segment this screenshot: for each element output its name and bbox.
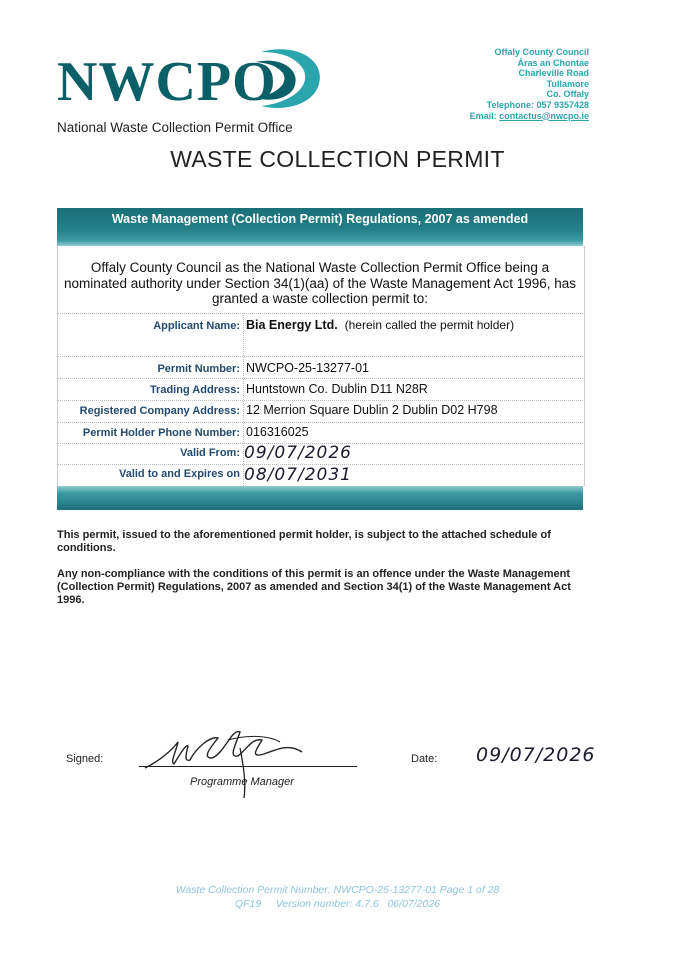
address-line: Charleville Road — [518, 68, 589, 79]
signed-label: Signed: — [66, 753, 104, 765]
table-bottom-band — [57, 486, 583, 510]
trading-address-value: Huntstown Co. Dublin D11 N28R — [246, 382, 428, 396]
table-divider — [57, 313, 583, 314]
phone-label: Permit Holder Phone Number: — [82, 427, 240, 439]
signatory-role: Programme Manager — [190, 776, 294, 788]
address-line: Telephone: 057 9357428 — [486, 99, 589, 110]
applicant-note: (herein called the permit holder) — [344, 318, 515, 332]
logo-subtitle: National Waste Collection Permit Office — [57, 120, 293, 135]
office-address — [470, 47, 589, 121]
applicant-value — [246, 318, 514, 332]
table-divider — [57, 400, 583, 401]
footer-version: QF19 Version number: 4.7.6 06/07/2026 — [234, 898, 441, 910]
address-line: Co. Offaly — [546, 89, 589, 100]
signature-date-handwritten: 09/07/2026 — [476, 744, 596, 766]
trading-address-label: Trading Address: — [149, 384, 240, 396]
email-line — [470, 111, 589, 122]
valid-to-label: Valid to and Expires on — [118, 468, 240, 480]
permit-number-value: NWCPO-25-13277-01 — [246, 361, 369, 375]
page-title: WASTE COLLECTION PERMIT — [170, 146, 505, 172]
address-line: Offaly County Council — [494, 47, 589, 57]
valid-to-handwritten: 08/07/2031 — [244, 465, 352, 485]
permit-number-label: Permit Number: — [157, 363, 240, 375]
table-divider — [57, 422, 583, 423]
logo-wordmark: NWCPO — [57, 51, 277, 113]
valid-from-label: Valid From: — [180, 447, 240, 459]
footer-permit-page: Waste Collection Permit Number: NWCPO-25-13277-01 Page 1 of 28 — [175, 884, 500, 896]
table-divider — [57, 378, 583, 379]
regulations-heading: Waste Management (Collection Permit) Regulations, 2007 as amended — [111, 212, 529, 226]
address-line: Áras an Chontae — [517, 57, 589, 68]
date-label: Date: — [411, 753, 438, 765]
email-link[interactable]: contactus@nwcpo.ie — [499, 110, 589, 121]
phone-value: 016316025 — [246, 425, 309, 439]
valid-from-handwritten: 09/07/2026 — [244, 443, 352, 463]
intro-text: Offaly County Council as the National Waste Collection Permit Office being a nominated authority under Section 34(1)(aa) of the Waste Management Act 1996, has granted a waste collection permit to: — [63, 260, 577, 306]
applicant-label: Applicant Name: — [153, 320, 240, 332]
conditions-paragraph: This permit, issued to the aforementioned permit holder, is subject to the attached schedule of conditions. — [57, 529, 551, 554]
non-compliance-paragraph: Any non-compliance with the conditions of this permit is an offence under the Waste Management (Collection Permit) Regulations, 2007 as amended and Section 34(1) of the Waste Management Act 1996. — [57, 568, 571, 606]
registered-address-value: 12 Merrion Square Dublin 2 Dublin D02 H798 — [246, 403, 498, 417]
table-divider — [57, 356, 583, 357]
signature-line — [139, 766, 357, 767]
address-line: Tullamore — [546, 78, 589, 89]
email-label: Email: — [469, 110, 497, 121]
applicant-name: Bia Energy Ltd. — [246, 318, 338, 332]
registered-address-label: Registered Company Address: — [79, 405, 240, 417]
